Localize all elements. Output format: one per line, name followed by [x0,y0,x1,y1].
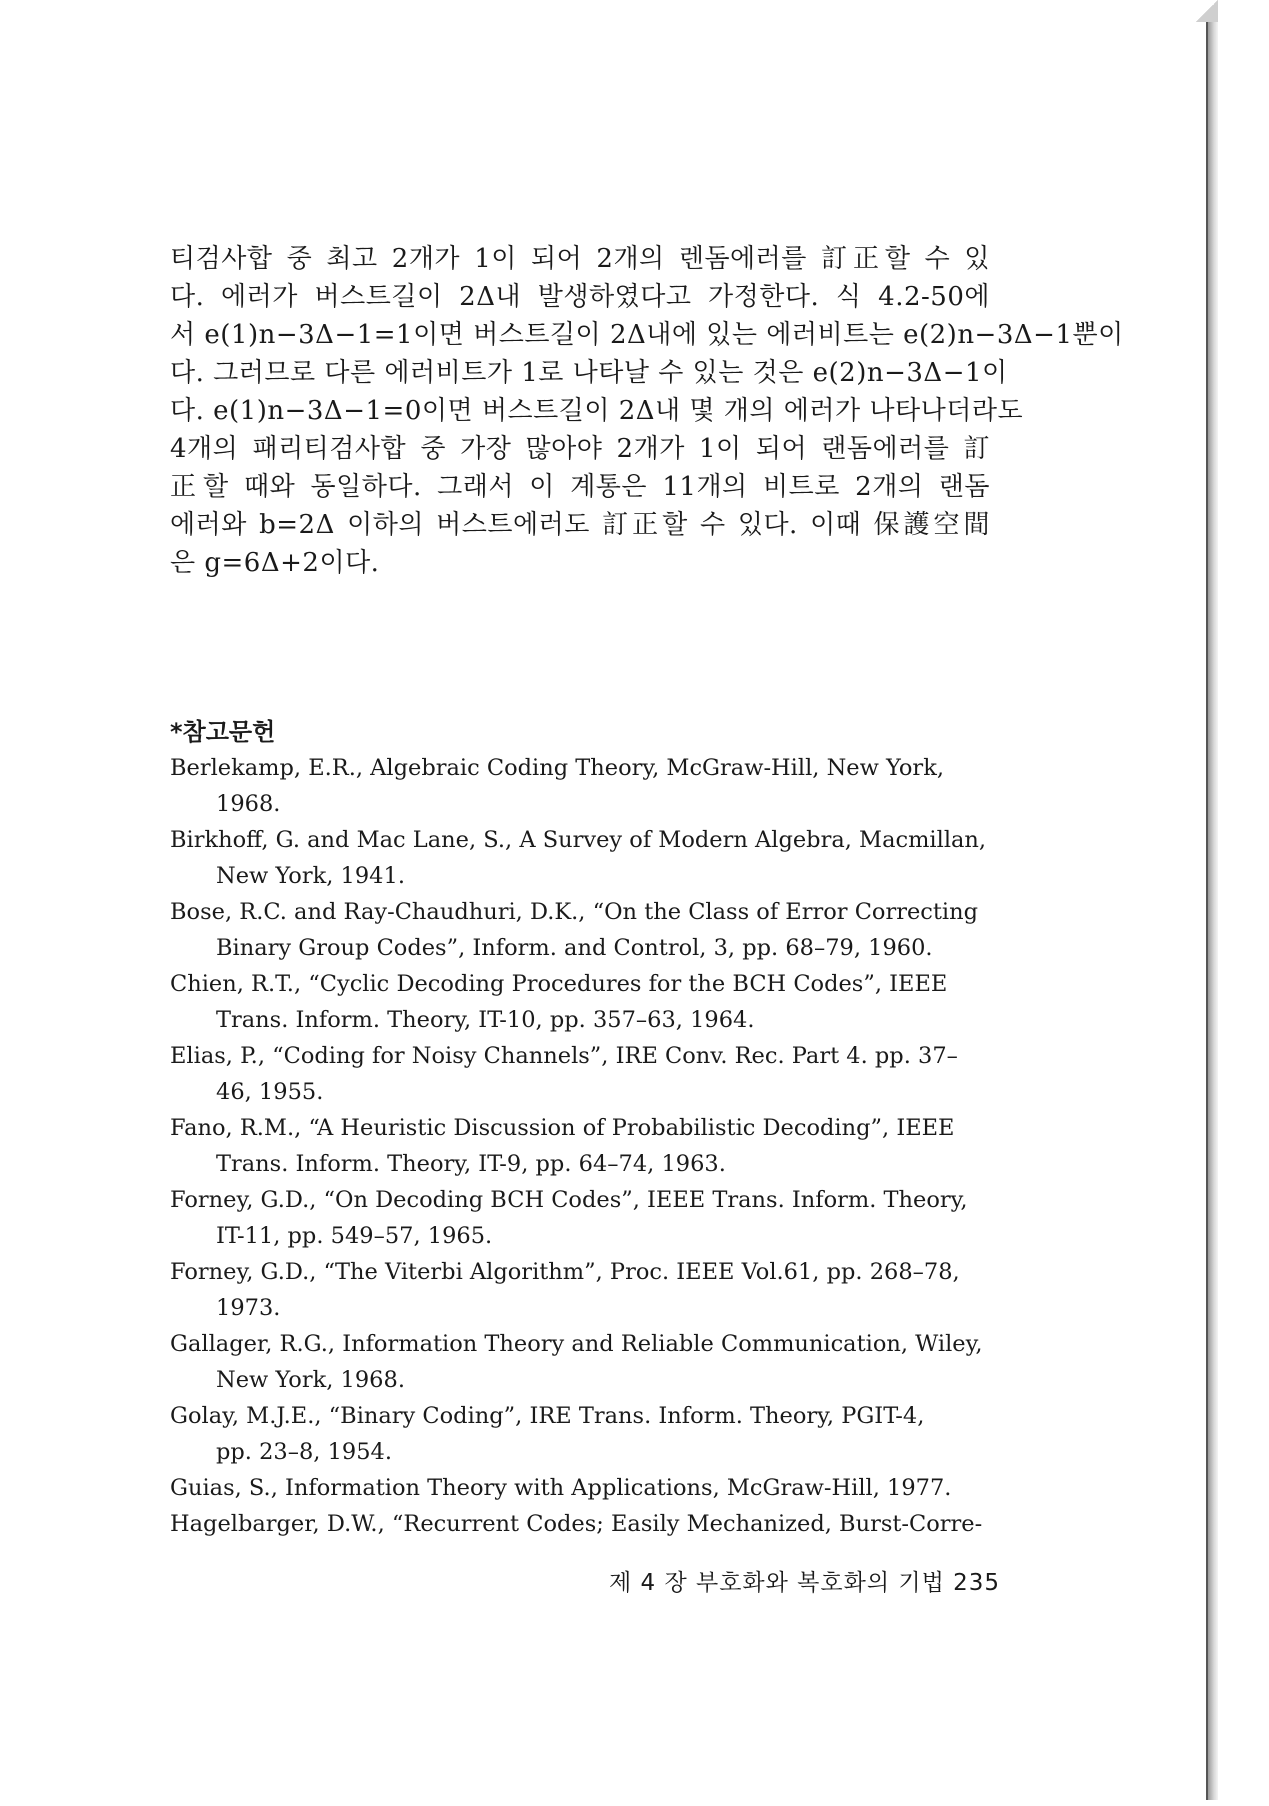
reference-line: Trans. Inform. Theory, IT-9, pp. 64–74, 1963. [216,1151,726,1177]
reference-line: New York, 1968. [216,1367,405,1393]
reference-line: Guias, S., Information Theory with Applications, McGraw-Hill, 1977. [170,1475,952,1501]
reference-item [170,750,995,822]
body-line: 4개의 패리티검사합 중 가장 많아야 2개가 1이 되어 랜돔에러를 訂 [170,434,990,464]
reference-line: Berlekamp, E.R., Algebraic Coding Theory, McGraw-Hill, New York, [170,755,944,781]
reference-line: 1973. [216,1295,281,1321]
reference-line: Elias, P., “Coding for Noisy Channels”, IRE Conv. Rec. Part 4. pp. 37– [170,1043,958,1069]
page-corner-fold [1196,0,1218,22]
references-heading: *참고문헌 [170,718,276,746]
reference-line: Chien, R.T., “Cyclic Decoding Procedures for the BCH Codes”, IEEE [170,971,948,997]
reference-item [170,822,995,894]
reference-item [170,1254,995,1326]
body-paragraph [170,240,1124,582]
reference-item [170,966,995,1038]
reference-line: 46, 1955. [216,1079,324,1105]
reference-line: Bose, R.C. and Ray-Chaudhuri, D.K., “On the Class of Error Correcting [170,899,979,925]
reference-item [170,1038,995,1110]
body-line: 다. e(1)n−3Δ−1=0이면 버스트길이 2Δ내 몇 개의 에러가 나타나더라도 [170,396,1024,426]
reference-item [170,1470,995,1506]
reference-line: Fano, R.M., “A Heuristic Discussion of Probabilistic Decoding”, IEEE [170,1115,955,1141]
reference-line: Binary Group Codes”, Inform. and Control, 3, pp. 68–79, 1960. [216,935,933,961]
reference-item [170,1506,995,1542]
reference-item [170,1110,995,1182]
reference-item [170,1398,995,1470]
reference-line: Hagelbarger, D.W., “Recurrent Codes; Easily Mechanized, Burst-Corre- [170,1511,983,1537]
body-line: 다. 그러므로 다른 에러비트가 1로 나타날 수 있는 것은 e(2)n−3Δ−1이 [170,358,1008,388]
reference-line: pp. 23–8, 1954. [216,1439,393,1465]
page-footer: 제 4 장 부호화와 복호화의 기법 235 [608,1570,1000,1596]
reference-line: IT-11, pp. 549–57, 1965. [216,1223,493,1249]
body-line: 은 g=6Δ+2이다. [170,548,380,578]
reference-line: 1968. [216,791,281,817]
reference-item [170,1326,995,1398]
body-line: 다. 에러가 버스트길이 2Δ내 발생하였다고 가정한다. 식 4.2-50에 [170,282,990,312]
body-line: 에러와 b=2Δ 이하의 버스트에러도 訂正할 수 있다. 이때 保護空間 [170,510,990,540]
reference-line: Gallager, R.G., Information Theory and Reliable Communication, Wiley, [170,1331,983,1357]
page-edge-shadow [1208,6,1218,1800]
reference-item [170,894,995,966]
reference-line: Birkhoff, G. and Mac Lane, S., A Survey of Modern Algebra, Macmillan, [170,827,987,853]
reference-line: New York, 1941. [216,863,405,889]
body-line: 正할 때와 동일하다. 그래서 이 계통은 11개의 비트로 2개의 랜돔 [170,472,990,502]
body-line: 티검사합 중 최고 2개가 1이 되어 2개의 렌돔에러를 訂正할 수 있 [170,244,990,274]
reference-line: Trans. Inform. Theory, IT-10, pp. 357–63, 1964. [216,1007,755,1033]
reference-line: Golay, M.J.E., “Binary Coding”, IRE Trans. Inform. Theory, PGIT-4, [170,1403,925,1429]
reference-line: Forney, G.D., “On Decoding BCH Codes”, IEEE Trans. Inform. Theory, [170,1187,968,1213]
body-line: 서 e(1)n−3Δ−1=1이면 버스트길이 2Δ내에 있는 에러비트는 e(2)n−3Δ−1뿐이 [170,320,1124,350]
reference-item [170,1182,995,1254]
references-list [170,750,995,1542]
reference-line: Forney, G.D., “The Viterbi Algorithm”, Proc. IEEE Vol.61, pp. 268–78, [170,1259,960,1285]
